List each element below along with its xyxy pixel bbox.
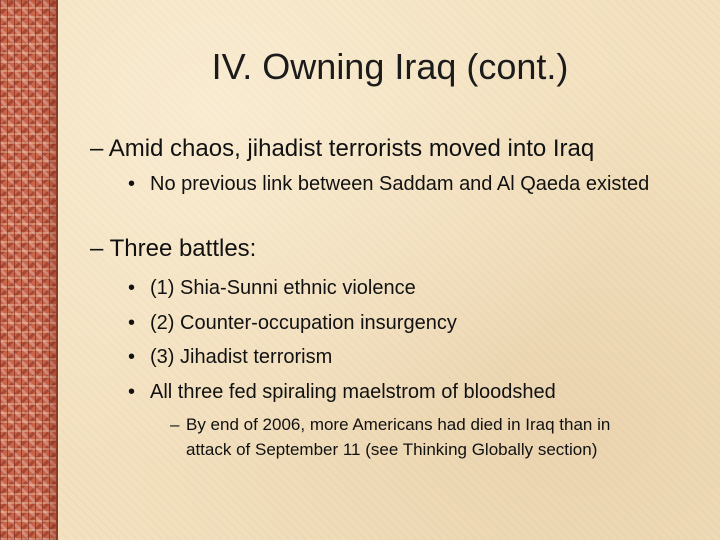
sub-point-text: (3) Jihadist terrorism — [150, 346, 333, 368]
bullet-marker: • — [128, 346, 136, 368]
slide-title: IV. Owning Iraq (cont.) — [211, 46, 569, 87]
sub-point-text: (2) Counter-occupation insurgency — [150, 312, 457, 334]
dash-marker: – — [90, 235, 104, 262]
detail-point-text: By end of 2006, more Americans had died in Iraq than in attack of September 11 (see Thinking Globally section) — [186, 415, 611, 459]
main-point — [90, 134, 700, 164]
main-point-text: Three battles: — [109, 235, 257, 262]
bullet-marker: • — [128, 381, 136, 403]
dash-marker: – — [90, 135, 104, 162]
main-point-text: Amid chaos, jihadist terrorists moved into Iraq — [108, 135, 595, 162]
decorative-border — [0, 0, 58, 540]
dash-marker: – — [170, 415, 180, 434]
main-point — [90, 234, 700, 264]
sub-point-text: No previous link between Saddam and Al Qaeda existed — [150, 173, 650, 195]
bullet-marker: • — [128, 173, 136, 195]
sub-point-text: (1) Shia-Sunni ethnic violence — [150, 277, 416, 299]
sub-point-text: All three fed spiraling maelstrom of bloodshed — [150, 381, 556, 403]
bullet-marker: • — [128, 312, 136, 334]
bullet-marker: • — [128, 277, 136, 299]
